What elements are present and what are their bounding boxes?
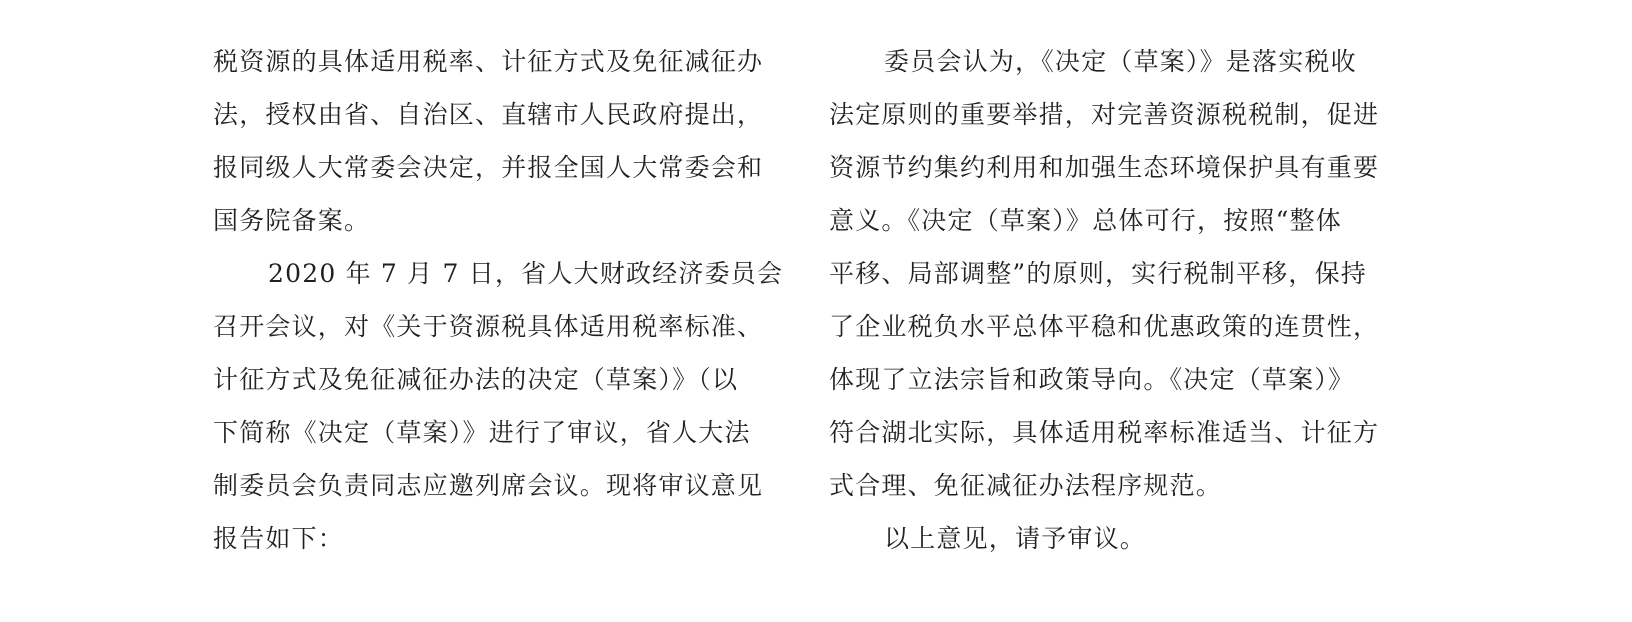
text-line: 资源节约集约利用和加强生态环境保护具有重要 (829, 153, 1380, 182)
text-line: 法，授权由省、自治区、直辖市人民政府提出， (213, 100, 764, 129)
text-line: 计征方式及免征减征办法的决定（草案）》（以 (213, 365, 739, 394)
text-line: 意义。《决定（草案）》总体可行，按照“整体 (829, 206, 1342, 235)
text-line: 平移、局部调整”的原则，实行税制平移，保持 (829, 259, 1367, 288)
left-text-column (213, 35, 784, 565)
text-line: 税资源的具体适用税率、计征方式及免征减征办 (213, 47, 764, 76)
text-line: 式合理、免征减征办法程序规范。 (829, 471, 1223, 500)
text-line: 符合湖北实际，具体适用税率标准适当、计征方 (829, 418, 1380, 447)
text-line: 报告如下： (213, 524, 345, 553)
paragraph-start-line: 委员会认为，《决定（草案）》是落实税收 (884, 47, 1357, 76)
text-line: 下简称《决定（草案）》进行了审议，省人大法 (213, 418, 751, 447)
text-line: 制委员会负责同志应邀列席会议。现将审议意见 (213, 471, 764, 500)
text-line: 国务院备案。 (213, 206, 371, 235)
text-line: 召开会议，对《关于资源税具体适用税率标准、 (213, 312, 764, 341)
text-line: 报同级人大常委会决定，并报全国人大常委会和 (213, 153, 764, 182)
right-text-column (829, 35, 1380, 565)
text-line: 了企业税负水平总体平稳和优惠政策的连贯性， (829, 312, 1380, 341)
text-line: 法定原则的重要举措，对完善资源税税制，促进 (829, 100, 1380, 129)
paragraph-start-line: 以上意见，请予审议。 (884, 524, 1147, 553)
text-line: 体现了立法宗旨和政策导向。《决定（草案）》 (829, 365, 1355, 394)
paragraph-start-line: 2020 年 7 月 7 日，省人大财政经济委员会 (268, 259, 784, 288)
